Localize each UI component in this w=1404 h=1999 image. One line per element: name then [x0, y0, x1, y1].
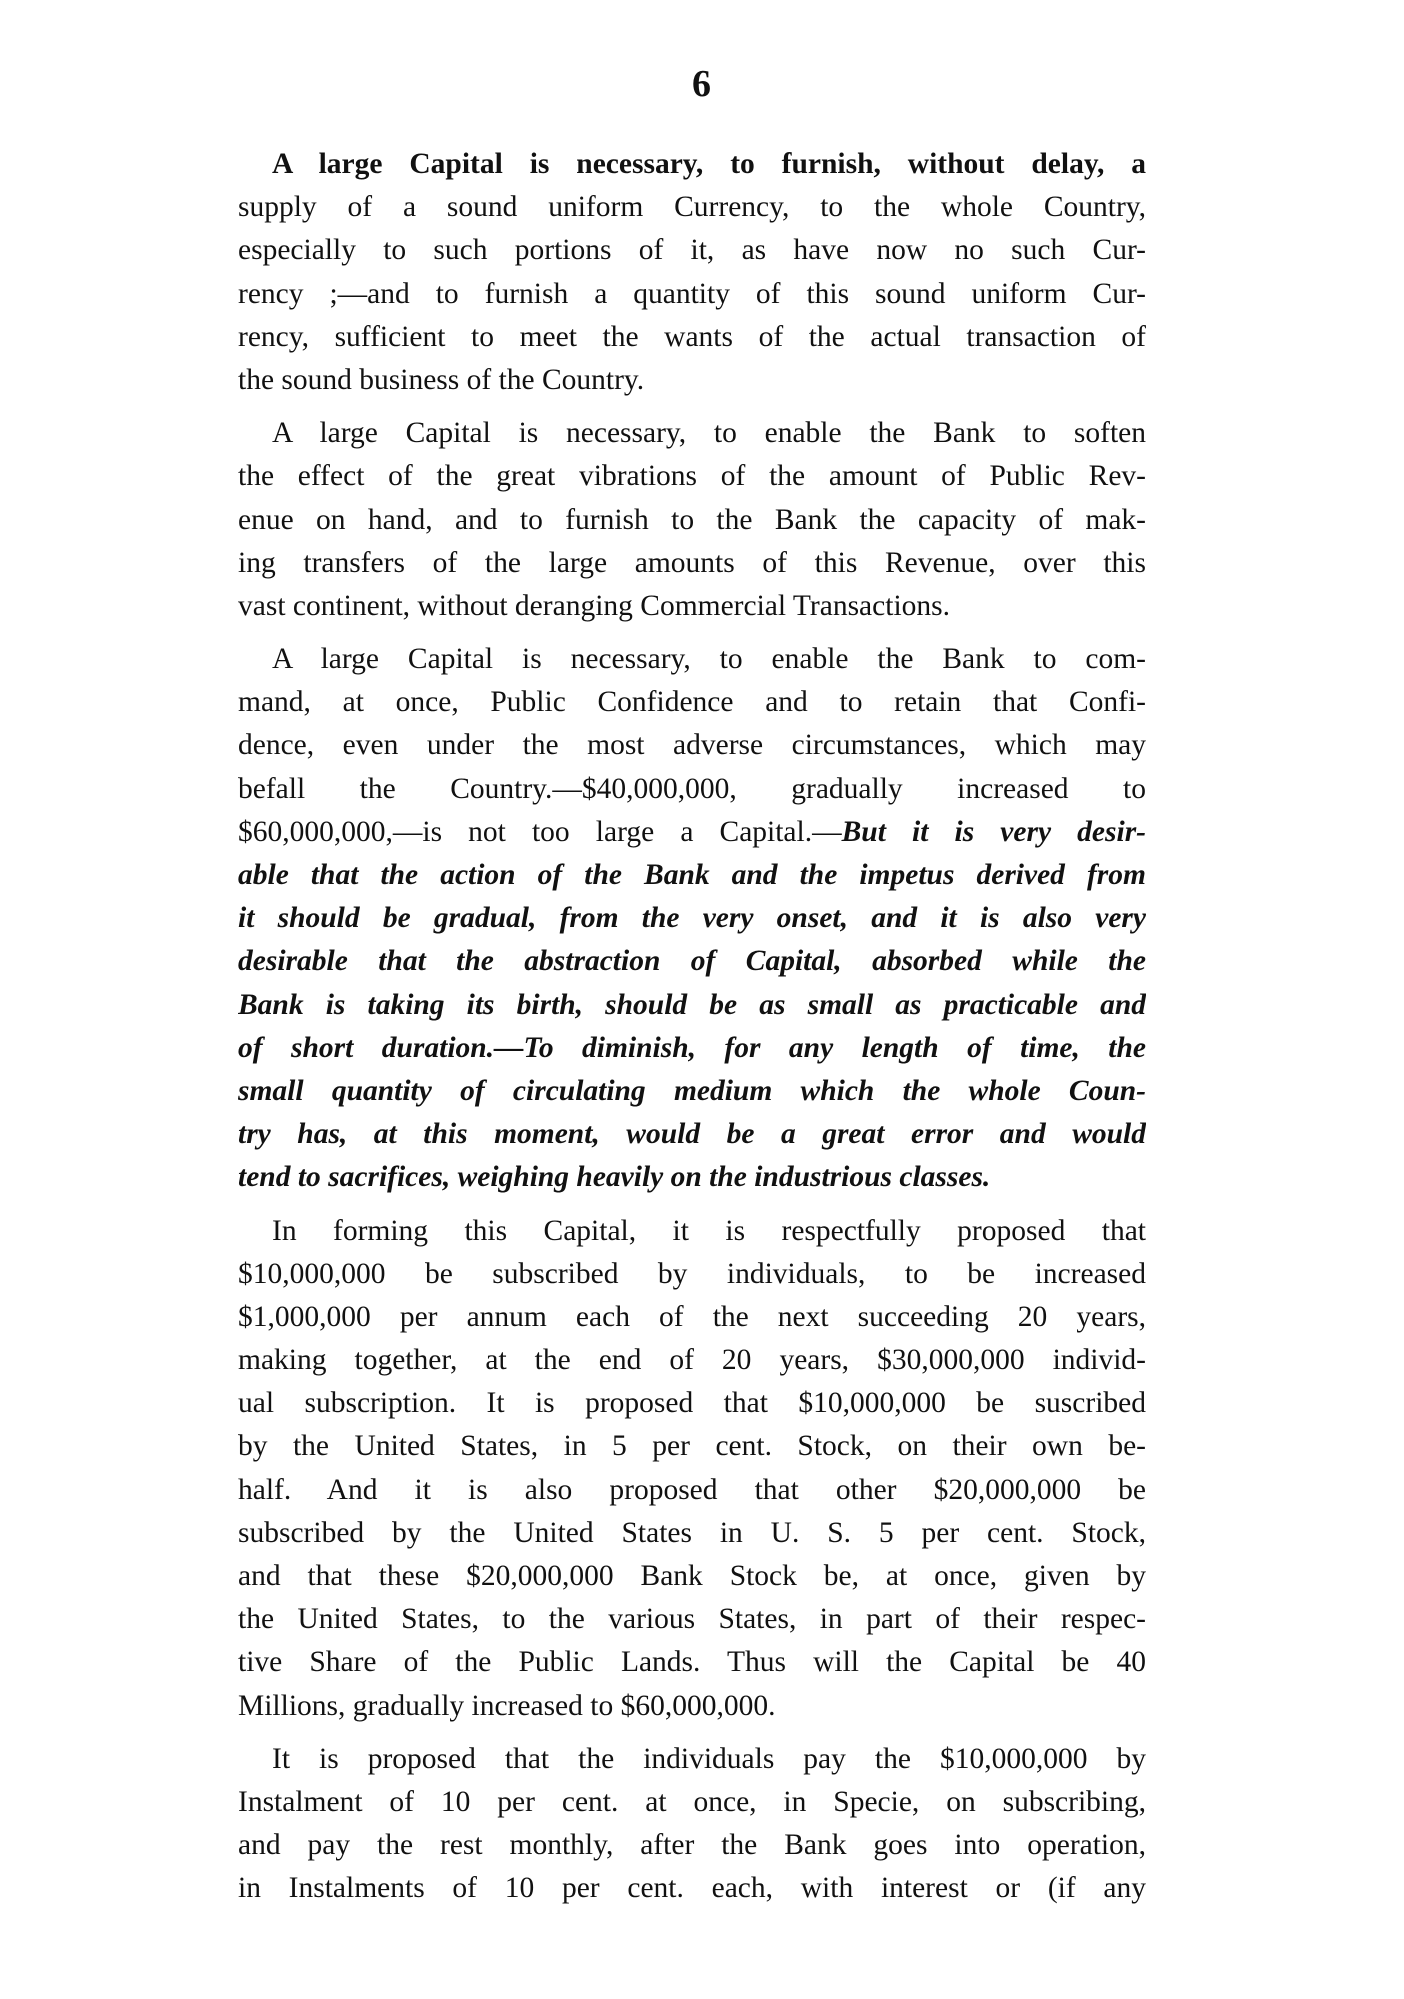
paragraph-3 [238, 638, 1146, 1199]
text-line: Millions, gradually increased to $60,000,000. [238, 1689, 776, 1722]
text-line: $10,000,000 be subscribed by individuals, to be increased [238, 1257, 1146, 1290]
text-line [238, 143, 1146, 186]
text-line: It is proposed that the individuals pay the $10,000,000 by [272, 1742, 1146, 1775]
text-line: subscribed by the United States in U. S. 5 per cent. Stock, [238, 1516, 1146, 1549]
text-line: ual subscription. It is proposed that $10,000,000 be suscribed [238, 1387, 1146, 1420]
text-line: making together, at the end of 20 years, $30,000,000 individ- [238, 1344, 1146, 1377]
text-line: by the United States, in 5 per cent. Stock, on their own be- [238, 1430, 1146, 1463]
paragraph-5 [238, 1738, 1146, 1911]
text-line: half. And it is also proposed that other $20,000,000 be [238, 1473, 1146, 1506]
text-line: and pay the rest monthly, after the Bank goes into operation, [238, 1829, 1146, 1862]
text-line: enue on hand, and to furnish to the Bank the capacity of mak- [238, 503, 1146, 536]
text-line: $1,000,000 per annum each of the next succeeding 20 years, [238, 1300, 1146, 1333]
text-line: rency ;—and to furnish a quantity of this sound uniform Cur- [238, 277, 1146, 310]
text-line-italic: of short duration.—To diminish, for any length of time, the [238, 1031, 1146, 1064]
text-line: vast continent, without deranging Commercial Transactions. [238, 589, 950, 622]
text-line: tive Share of the Public Lands. Thus will the Capital be 40 [238, 1646, 1146, 1679]
text-line-italic: able that the action of the Bank and the impetus derived from [238, 859, 1146, 891]
page-number: 6 [692, 63, 712, 105]
text-line: the United States, to the various States, in part of their respec- [238, 1603, 1146, 1636]
paragraph-1 [238, 143, 1146, 402]
text-line: A large Capital is necessary, to enable the Bank to com- [272, 643, 1146, 676]
text-line: and that these $20,000,000 Bank Stock be, at once, given by [238, 1560, 1146, 1592]
text-line: Instalment of 10 per cent. at once, in Specie, on subscribing, [238, 1785, 1146, 1818]
text-line: A large Capital is necessary, to enable the Bank to soften [272, 417, 1146, 450]
text-line-bold: A large Capital is necessary, to furnish, without delay, a [272, 148, 1146, 180]
body-text [238, 143, 1146, 1921]
text-line: the effect of the great vibrations of the amount of Public Rev- [238, 460, 1146, 493]
text-line: mand, at once, Public Confidence and to retain that Confi- [238, 686, 1146, 719]
text-line: ing transfers of the large amounts of this Revenue, over this [238, 546, 1146, 579]
text-line: the sound business of the Country. [238, 363, 645, 396]
text-line-italic: desirable that the abstraction of Capital, absorbed while the [238, 945, 1146, 978]
text-line: in Instalments of 10 per cent. each, with interest or (if any [238, 1872, 1146, 1905]
text-line [238, 811, 1146, 854]
text-line: In forming this Capital, it is respectfully proposed that [272, 1214, 1146, 1247]
text-line-italic: it should be gradual, from the very onset, and it is also very [238, 902, 1146, 935]
text-line: rency, sufficient to meet the wants of the actual transaction of [238, 320, 1146, 353]
text-line-italic: try has, at this moment, would be a great error and would [238, 1118, 1146, 1151]
paragraph-2 [238, 412, 1146, 628]
text-line-roman: $60,000,000,—is not too large a Capital.— [238, 815, 842, 848]
paragraph-4 [238, 1210, 1146, 1728]
text-line-italic: tend to sacrifices, weighing heavily on the industrious classes. [238, 1161, 991, 1194]
text-line-italic: Bank is taking its birth, should be as small as practicable and [238, 988, 1146, 1021]
text-line-italic: But it is very desir- [841, 815, 1146, 848]
text-line: especially to such portions of it, as have now no such Cur- [238, 234, 1146, 267]
text-line: dence, even under the most adverse circumstances, which may [238, 729, 1146, 762]
text-line-italic: small quantity of circulating medium which the whole Coun- [238, 1074, 1146, 1107]
text-line: befall the Country.—$40,000,000, gradually increased to [238, 772, 1146, 805]
text-line: supply of a sound uniform Currency, to the whole Country, [238, 191, 1146, 224]
